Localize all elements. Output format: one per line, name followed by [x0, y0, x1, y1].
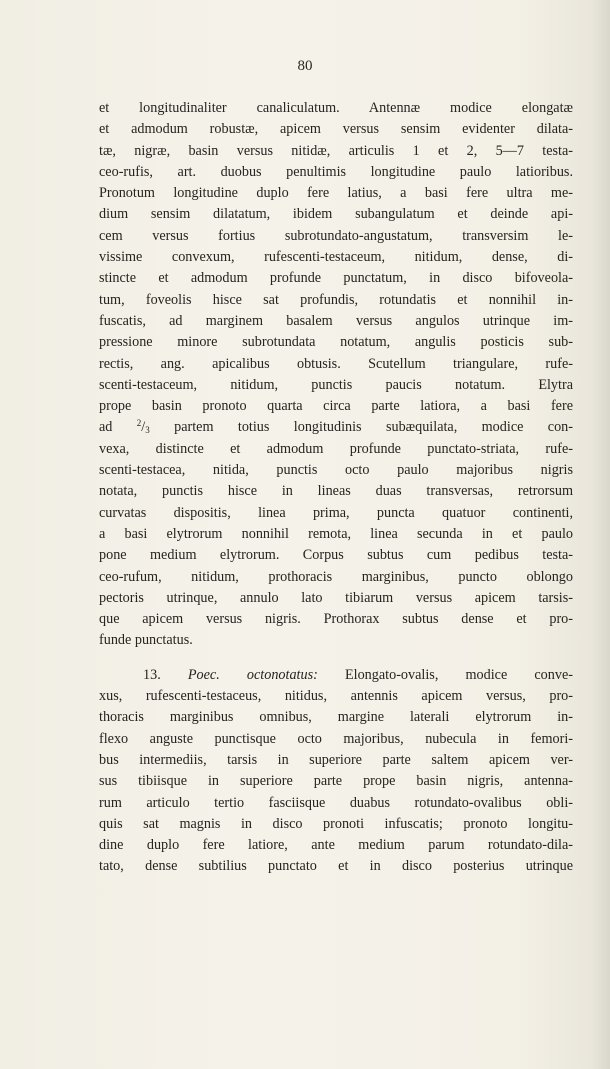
- fraction-line-after: partem totius longitudinis subæquilata, modice con-: [149, 419, 573, 436]
- text-line: ceo-rufis, art. duobus penultimis longitudine paulo latioribus.: [99, 163, 573, 180]
- text-line: Pronotum longitudine duplo fere latius, a basi fere ultra me-: [99, 185, 573, 202]
- text-line: notata, punctis hisce in lineas duas transversas, retrorsum: [99, 483, 573, 500]
- text-line: fuscatis, ad marginem basalem versus angulos utrinque im-: [99, 312, 573, 329]
- paragraph-description-continued: [99, 439, 573, 631]
- text-line-species-heading: [99, 665, 573, 686]
- paragraph-gap: [99, 652, 573, 665]
- fraction-line-before: ad: [99, 419, 137, 436]
- text-line: vissime convexum, rufescenti-testaceum, nitidum, dense, di-: [99, 249, 573, 266]
- page-number: 80: [297, 58, 313, 74]
- paragraph-species-diagnosis: [99, 686, 573, 878]
- text-line: tum, foveolis hisce sat profundis, rotundatis et nonnihil in-: [99, 291, 573, 308]
- text-line: pone medium elytrorum. Corpus subtus cum pedibus testa-: [99, 547, 573, 564]
- text-line: tæ, nigræ, basin versus nitidæ, articulis 1 et 2, 5—7 testa-: [99, 142, 573, 159]
- text-line-fraction: [99, 417, 573, 438]
- text-line: rectis, ang. apicalibus obtusis. Scutellum triangulare, rufe-: [99, 355, 573, 372]
- text-line: scenti-testaceum, nitidum, punctis paucis notatum. Elytra: [99, 376, 573, 393]
- text-line: scenti-testacea, nitida, punctis octo paulo majoribus nigris: [99, 462, 573, 479]
- fraction-slash: /: [141, 419, 146, 436]
- body-text: [99, 98, 573, 878]
- text-line: thoracis marginibus omnibus, margine laterali elytrorum in-: [99, 709, 573, 726]
- text-line: bus intermediis, tarsis in superiore parte saltem apicem ver-: [99, 751, 573, 768]
- text-line: que apicem versus nigris. Prothorax subtus dense et pro-: [99, 611, 573, 628]
- text-line: cem versus fortius subrotundato-angustatum, transversim le-: [99, 227, 573, 244]
- text-line: tato, dense subtilius punctato et in disco posterius utrinque: [99, 858, 573, 875]
- text-line: ceo-rufum, nitidum, prothoracis marginibus, puncto oblongo: [99, 568, 573, 585]
- species-name: Poec. octonotatus:: [187, 666, 318, 683]
- text-line: dine duplo fere latiore, ante medium parum rotundato-dila-: [99, 837, 573, 854]
- text-line: prope basin pronoto quarta circa parte latiora, a basi fere: [99, 398, 573, 415]
- text-line-paragraph-end: funde punctatus.: [99, 632, 193, 649]
- text-line: sus tibiisque in superiore parte prope basin nigris, antenna-: [99, 773, 573, 790]
- text-line: stincte et admodum profunde punctatum, in disco bifoveola-: [99, 270, 573, 287]
- text-line: quis sat magnis in disco pronoti infuscatis; pronoto longitu-: [99, 815, 573, 832]
- text-line: vexa, distincte et admodum profunde punctato-striata, rufe-: [99, 440, 573, 457]
- fraction-denominator: 3: [145, 425, 150, 436]
- text-line: pectoris utrinque, annulo lato tibiarum versus apicem tarsis-: [99, 589, 573, 606]
- text-line: rum articulo tertio fasciisque duabus rotundato-ovalibus obli-: [99, 794, 573, 811]
- text-line: dium sensim dilatatum, ibidem subangulatum et deinde api-: [99, 206, 573, 223]
- paragraph-description: [99, 98, 573, 417]
- text-line: xus, rufescenti-testaceus, nitidus, antennis apicem versus, pro-: [99, 688, 573, 705]
- text-line: curvatas dispositis, linea prima, puncta quatuor continenti,: [99, 504, 573, 521]
- text-line: a basi elytrorum nonnihil remota, linea secunda in et paulo: [99, 525, 573, 542]
- species-diagnosis-start: Elongato-ovalis, modice conve-: [317, 666, 573, 683]
- text-line: et admodum robustæ, apicem versus sensim evidenter dilata-: [99, 121, 573, 138]
- text-line: flexo anguste punctisque octo majoribus, nubecula in femori-: [99, 730, 573, 747]
- species-number: 13.: [143, 666, 161, 683]
- fraction-numerator: 2: [136, 418, 142, 429]
- text-line: pressione minore subrotundata notatum, angulis posticis sub-: [99, 334, 573, 351]
- text-line: et longitudinaliter canaliculatum. Antennæ modice elongatæ: [99, 100, 573, 116]
